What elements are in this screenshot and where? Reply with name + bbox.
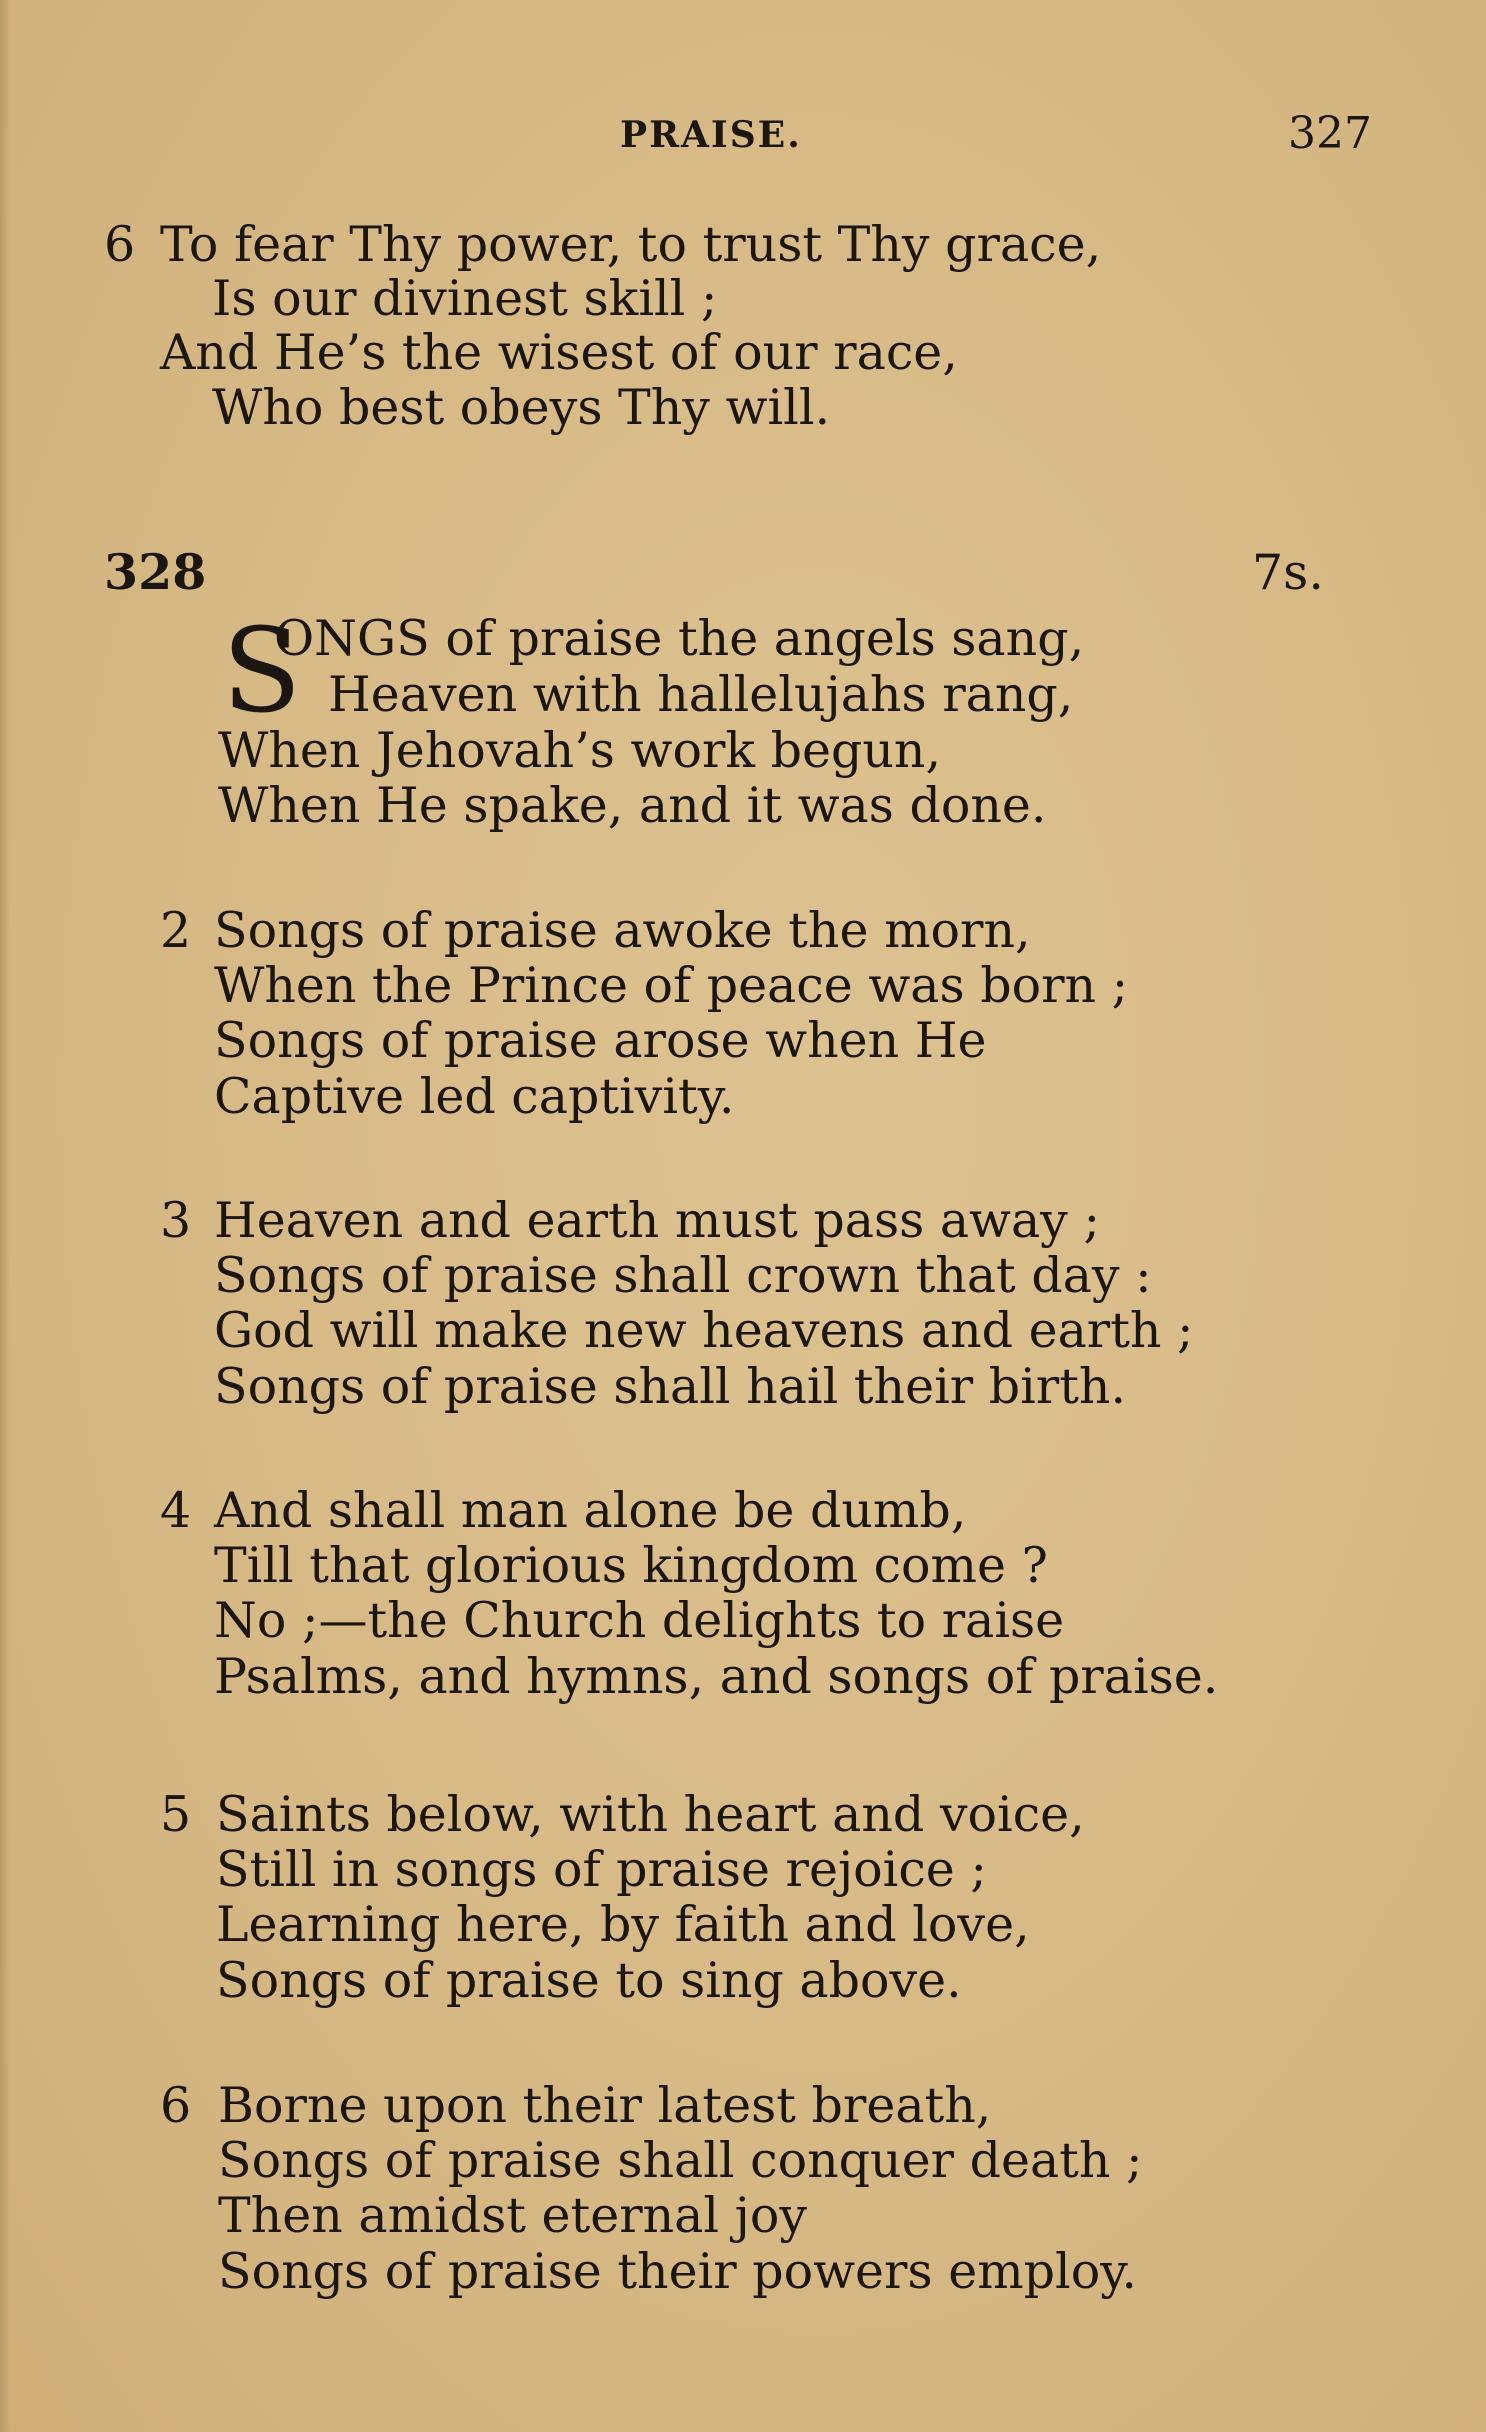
stanza-line: When the Prince of peace was born ; <box>214 957 1129 1014</box>
stanza-line: Songs of praise awoke the morn, <box>214 902 1031 959</box>
stanza-line: Borne upon their latest breath, <box>218 2077 992 2134</box>
stanza-line: Learning here, by faith and love, <box>216 1896 1030 1953</box>
stanza-number: 3 <box>160 1192 192 1249</box>
stanza-line: Songs of praise arose when He <box>214 1012 987 1069</box>
drop-cap: S <box>222 604 302 739</box>
stanza-number: 4 <box>160 1482 192 1539</box>
stanza-line: Heaven with hallelujahs rang, <box>328 666 1074 723</box>
stanza-line: And He’s the wisest of our race, <box>160 324 958 381</box>
stanza-line: Heaven and earth must pass away ; <box>214 1192 1100 1249</box>
stanza-line: God will make new heavens and earth ; <box>214 1302 1194 1359</box>
stanza-line: And shall man alone be dumb, <box>214 1482 967 1539</box>
stanza-number: 6 <box>160 2077 192 2134</box>
stanza-line: Then amidst eternal joy <box>218 2187 808 2244</box>
stanza-line: ONGS of praise the angels sang, <box>274 610 1085 667</box>
stanza-line: Songs of praise shall conquer death ; <box>218 2132 1143 2189</box>
stanza-line: To fear Thy power, to trust Thy grace, <box>160 216 1102 273</box>
stanza-line: No ;—the Church delights to raise <box>214 1592 1065 1649</box>
stanza-line: Songs of praise to sing above. <box>216 1952 962 2009</box>
stanza-line: Songs of praise their powers employ. <box>218 2243 1137 2300</box>
stanza-number: 6 <box>104 216 136 273</box>
stanza-line: Psalms, and hymns, and songs of praise. <box>214 1648 1219 1705</box>
running-head: PRAISE. <box>620 114 802 156</box>
stanza-line: Still in songs of praise rejoice ; <box>216 1841 987 1898</box>
stanza-line: Songs of praise shall hail their birth. <box>214 1358 1127 1415</box>
hymn-number: 328 <box>104 543 207 601</box>
stanza-line: Till that glorious kingdom come ? <box>214 1537 1048 1594</box>
stanza-line: Is our divinest skill ; <box>212 270 718 327</box>
stanza-line: Saints below, with heart and voice, <box>216 1786 1085 1843</box>
stanza-line: Who best obeys Thy will. <box>212 379 831 436</box>
page-number: 327 <box>1288 108 1372 159</box>
stanza-line: Songs of praise shall crown that day : <box>214 1247 1152 1304</box>
page-spine-shadow <box>0 0 10 2432</box>
hymn-meter: 7s. <box>1252 544 1324 601</box>
stanza-number: 5 <box>160 1786 192 1843</box>
page-header <box>0 110 1486 170</box>
stanza-line: When Jehovah’s work begun, <box>218 722 942 779</box>
stanza-line: When He spake, and it was done. <box>218 777 1047 834</box>
stanza-number: 2 <box>160 902 192 959</box>
stanza-line: Captive led captivity. <box>214 1068 735 1125</box>
